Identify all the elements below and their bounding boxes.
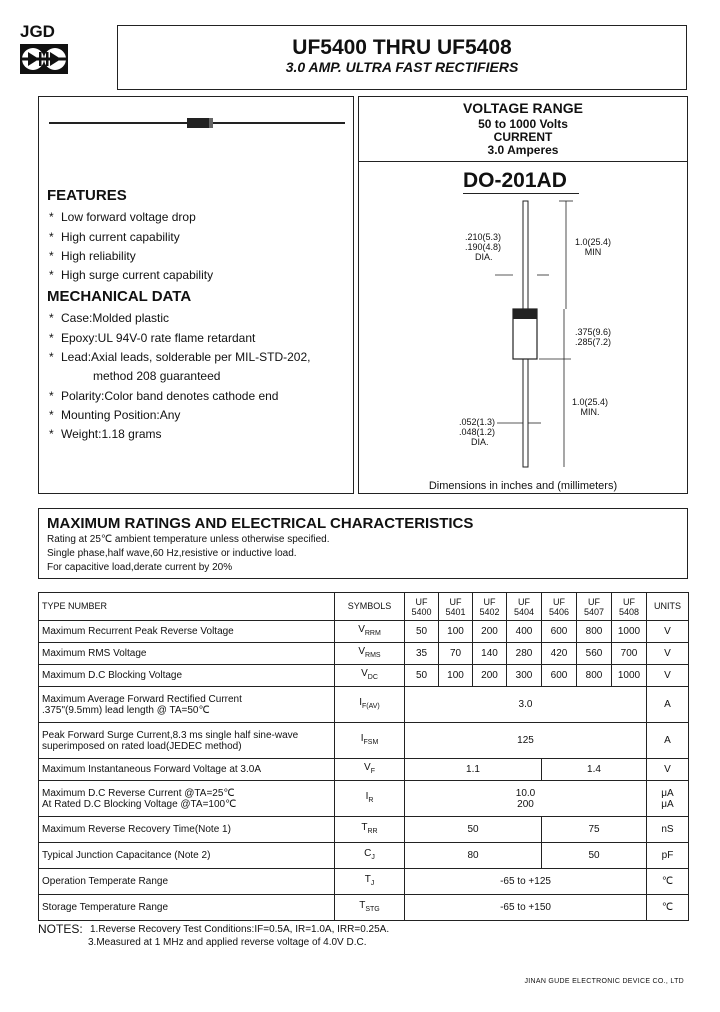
type-number-header: TYPE NUMBER bbox=[39, 593, 335, 621]
feature-item: * High surge current capability bbox=[49, 268, 214, 282]
param-label: Maximum RMS Voltage bbox=[39, 643, 335, 665]
param-label: Storage Temperature Range bbox=[39, 895, 335, 921]
param-label: Operation Temperate Range bbox=[39, 869, 335, 895]
value-cell: 50 bbox=[542, 843, 647, 869]
value-cell: 200 bbox=[473, 665, 507, 687]
features-heading: FEATURES bbox=[47, 187, 127, 204]
value-cell: 3.0 bbox=[405, 687, 647, 723]
page-subtitle: 3.0 AMP. ULTRA FAST RECTIFIERS bbox=[285, 59, 519, 75]
ratings-box bbox=[38, 508, 688, 579]
value-cell: 600 bbox=[542, 665, 577, 687]
part-header: UF 5401 bbox=[439, 593, 473, 621]
part-header: UF 5400 bbox=[405, 593, 439, 621]
table-row bbox=[39, 843, 689, 869]
package-panel bbox=[358, 96, 688, 494]
unit-cell: μA μA bbox=[647, 781, 689, 817]
dim-lead-top: 1.0(25.4) MIN bbox=[575, 237, 612, 257]
table-row bbox=[39, 643, 689, 665]
value-cell: 800 bbox=[577, 665, 612, 687]
current-label: CURRENT bbox=[493, 130, 553, 144]
table-row bbox=[39, 781, 689, 817]
value-cell: 280 bbox=[507, 643, 542, 665]
value-cell: 400 bbox=[507, 621, 542, 643]
value-cell: 600 bbox=[542, 621, 577, 643]
package-name: DO-201AD bbox=[463, 169, 567, 192]
table-row bbox=[39, 817, 689, 843]
symbol-cell: $V_{RMS}$ bbox=[335, 643, 405, 665]
dim-lead-dia: .052(1.3) .048(1.2) DIA. bbox=[459, 417, 496, 447]
ratings-condition: Single phase,half wave,60 Hz,resistive or inductive load. bbox=[47, 548, 297, 559]
dim-body-dia: .210(5.3) .190(4.8) DIA. bbox=[465, 232, 502, 262]
value-cell: 125 bbox=[405, 723, 647, 759]
logo-text: JGD bbox=[20, 22, 55, 41]
mechanical-item: * Polarity:Color band denotes cathode end bbox=[49, 389, 279, 403]
unit-cell: ℃ bbox=[647, 869, 689, 895]
table-row bbox=[39, 869, 689, 895]
title-box bbox=[117, 25, 687, 90]
value-cell: 35 bbox=[405, 643, 439, 665]
symbol-cell: $I_{F(AV)}$ bbox=[335, 687, 405, 723]
value-cell: -65 to +125 bbox=[405, 869, 647, 895]
symbol-cell: $V_{RRM}$ bbox=[335, 621, 405, 643]
value-cell: 100 bbox=[439, 665, 473, 687]
table-row bbox=[39, 759, 689, 781]
table-row bbox=[39, 665, 689, 687]
ratings-title: MAXIMUM RATINGS AND ELECTRICAL CHARACTERISTICS bbox=[47, 515, 474, 532]
company-logo-icon bbox=[20, 44, 68, 74]
unit-cell: nS bbox=[647, 817, 689, 843]
unit-cell: A bbox=[647, 687, 689, 723]
param-label: Peak Forward Surge Current,8.3 ms single half sine-wave superimposed on rated load(JEDEC method) bbox=[39, 723, 335, 759]
notes-label: NOTES: bbox=[38, 922, 83, 936]
page-title: UF5400 THRU UF5408 bbox=[292, 36, 512, 59]
param-label: Maximum Instantaneous Forward Voltage at 3.0A bbox=[39, 759, 335, 781]
ratings-condition: Rating at 25℃ ambient temperature unless otherwise specified. bbox=[47, 534, 330, 545]
voltage-range-title: VOLTAGE RANGE bbox=[462, 100, 584, 116]
param-label: Maximum D.C Reverse Current @TA=25℃ At Rated D.C Blocking Voltage @TA=100℃ bbox=[39, 781, 335, 817]
value-cell: 50 bbox=[405, 817, 542, 843]
value-cell: 420 bbox=[542, 643, 577, 665]
unit-cell: pF bbox=[647, 843, 689, 869]
mechanical-heading: MECHANICAL DATA bbox=[47, 288, 192, 305]
symbol-cell: $T_J$ bbox=[335, 869, 405, 895]
symbol-cell: $I_R$ bbox=[335, 781, 405, 817]
value-cell: 50 bbox=[405, 621, 439, 643]
unit-cell: V bbox=[647, 759, 689, 781]
symbol-cell: $T_{STG}$ bbox=[335, 895, 405, 921]
feature-item: * High reliability bbox=[49, 249, 136, 263]
param-label: Maximum Reverse Recovery Time(Note 1) bbox=[39, 817, 335, 843]
current-value: 3.0 Amperes bbox=[487, 143, 559, 157]
part-header: UF 5408 bbox=[612, 593, 647, 621]
value-cell: 10.0 200 bbox=[405, 781, 647, 817]
part-header: UF 5406 bbox=[542, 593, 577, 621]
symbol-cell: $C_J$ bbox=[335, 843, 405, 869]
table-row bbox=[39, 895, 689, 921]
unit-cell: ℃ bbox=[647, 895, 689, 921]
value-cell: 1000 bbox=[612, 621, 647, 643]
mechanical-item: * Epoxy:UL 94V-0 rate flame retardant bbox=[49, 331, 256, 345]
param-label: Maximum Recurrent Peak Reverse Voltage bbox=[39, 621, 335, 643]
symbol-cell: $V_F$ bbox=[335, 759, 405, 781]
unit-cell: V bbox=[647, 665, 689, 687]
unit-cell: V bbox=[647, 621, 689, 643]
mechanical-item: * Mounting Position:Any bbox=[49, 408, 181, 422]
value-cell: -65 to +150 bbox=[405, 895, 647, 921]
symbols-header: SYMBOLS bbox=[335, 593, 405, 621]
value-cell: 1.4 bbox=[542, 759, 647, 781]
feature-item: * Low forward voltage drop bbox=[49, 210, 196, 224]
table-header-row bbox=[39, 593, 689, 621]
param-label: Maximum D.C Blocking Voltage bbox=[39, 665, 335, 687]
part-header: UF 5407 bbox=[577, 593, 612, 621]
value-cell: 80 bbox=[405, 843, 542, 869]
diode-image bbox=[49, 115, 345, 131]
unit-cell: V bbox=[647, 643, 689, 665]
value-cell: 300 bbox=[507, 665, 542, 687]
value-cell: 100 bbox=[439, 621, 473, 643]
value-cell: 560 bbox=[577, 643, 612, 665]
symbol-cell: $I_{FSM}$ bbox=[335, 723, 405, 759]
features-panel bbox=[38, 96, 354, 494]
feature-item: * High current capability bbox=[49, 230, 180, 244]
dim-lead-bottom: 1.0(25.4) MIN. bbox=[572, 397, 609, 417]
note-item: 3.Measured at 1 MHz and applied reverse voltage of 4.0V D.C. bbox=[88, 937, 367, 948]
value-cell: 800 bbox=[577, 621, 612, 643]
value-cell: 50 bbox=[405, 665, 439, 687]
mechanical-item: * Weight:1.18 grams bbox=[49, 427, 162, 441]
mechanical-item: * Case:Molded plastic bbox=[49, 311, 170, 325]
value-cell: 70 bbox=[439, 643, 473, 665]
note-item: 1.Reverse Recovery Test Conditions:IF=0.5A, IR=1.0A, IRR=0.25A. bbox=[90, 924, 390, 935]
table-row bbox=[39, 687, 689, 723]
table-row bbox=[39, 621, 689, 643]
value-cell: 700 bbox=[612, 643, 647, 665]
voltage-range-value: 50 to 1000 Volts bbox=[478, 117, 568, 131]
value-cell: 140 bbox=[473, 643, 507, 665]
dimensions-note: Dimensions in inches and (millimeters) bbox=[428, 480, 618, 492]
param-label: Maximum Average Forward Rectified Current .375"(9.5mm) lead length @ TA=50℃ bbox=[39, 687, 335, 723]
footer-company: JINAN GUDE ELECTRONIC DEVICE CO., LTD bbox=[524, 978, 684, 985]
mechanical-item-continuation: method 208 guaranteed bbox=[93, 369, 221, 383]
part-header: UF 5402 bbox=[473, 593, 507, 621]
package-outline-drawing bbox=[359, 97, 689, 495]
table-row bbox=[39, 723, 689, 759]
value-cell: 75 bbox=[542, 817, 647, 843]
symbol-cell: $V_{DC}$ bbox=[335, 665, 405, 687]
value-cell: 1.1 bbox=[405, 759, 542, 781]
dim-body-length: .375(9.6) .285(7.2) bbox=[575, 327, 612, 347]
unit-cell: A bbox=[647, 723, 689, 759]
ratings-condition: For capacitive load,derate current by 20% bbox=[47, 562, 233, 573]
value-cell: 200 bbox=[473, 621, 507, 643]
value-cell: 1000 bbox=[612, 665, 647, 687]
units-header: UNITS bbox=[647, 593, 689, 621]
param-label: Typical Junction Capacitance (Note 2) bbox=[39, 843, 335, 869]
characteristics-table bbox=[38, 592, 689, 921]
symbol-cell: $T_{RR}$ bbox=[335, 817, 405, 843]
part-header: UF 5404 bbox=[507, 593, 542, 621]
mechanical-item: * Lead:Axial leads, solderable per MIL-STD-202, bbox=[49, 350, 311, 364]
